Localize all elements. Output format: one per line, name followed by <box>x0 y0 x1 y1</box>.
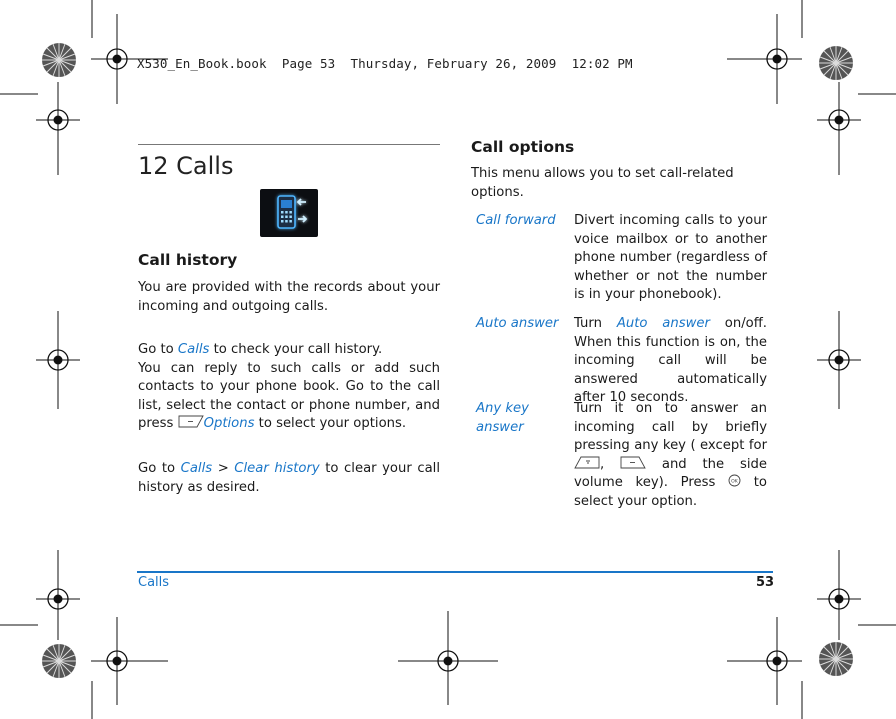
any-key-answer-label[interactable]: Any key answer <box>476 401 529 435</box>
text-span: You can reply to such calls or add such contacts to your phone book. Go to the call list, select the contact or phone number, and press <box>138 360 440 432</box>
calls-menu-link[interactable]: Calls <box>177 342 210 357</box>
footer-section-name: Calls <box>138 575 170 590</box>
text-span: to select your options. <box>254 416 407 432</box>
options-softkey-link[interactable]: Options <box>203 416 255 432</box>
call-history-heading: Call history <box>138 251 238 269</box>
clear-history-link[interactable]: Clear history <box>234 461 320 476</box>
text-span: to clear your call history as desired. <box>138 461 440 495</box>
text-span: Go to <box>138 342 178 357</box>
call-history-intro: You are provided with the records about your incoming and outgoing calls. <box>138 280 440 314</box>
call-forward-label[interactable]: Call forward <box>476 213 556 228</box>
auto-answer-label[interactable]: Auto answer <box>476 316 559 331</box>
text-span: on/off. When this function is on, the incoming call will be answered automatically after 10 seconds. <box>574 316 767 406</box>
chapter-title: 12 Calls <box>138 152 234 180</box>
print-header: X530_En_Book.book Page 53 Thursday, February 26, 2009 12:02 PM <box>137 56 633 71</box>
auto-answer-link[interactable]: Auto answer <box>616 316 710 331</box>
calls-menu-link[interactable]: Calls <box>180 461 213 476</box>
separator: > <box>212 461 235 476</box>
text-span: Go to <box>138 461 181 476</box>
text-span: to check your call history. <box>209 342 383 357</box>
separator: , <box>600 456 621 472</box>
call-options-intro: This menu allows you to set call-related options. <box>471 166 734 200</box>
page-number: 53 <box>756 575 775 590</box>
svg-text:OK: OK <box>731 479 738 485</box>
text-span: to select your option. <box>574 475 767 509</box>
call-forward-description: Divert incoming calls to your voice mailbox or to another phone number (regardless of whether or not the number is in your phonebook). <box>574 213 767 303</box>
text-span: Turn <box>574 316 617 331</box>
call-options-heading: Call options <box>471 138 575 156</box>
text-span: and the side volume key). Press <box>574 456 767 491</box>
text-span: Turn it on to answer an incoming call by briefly pressing any key ( except for <box>574 401 767 454</box>
